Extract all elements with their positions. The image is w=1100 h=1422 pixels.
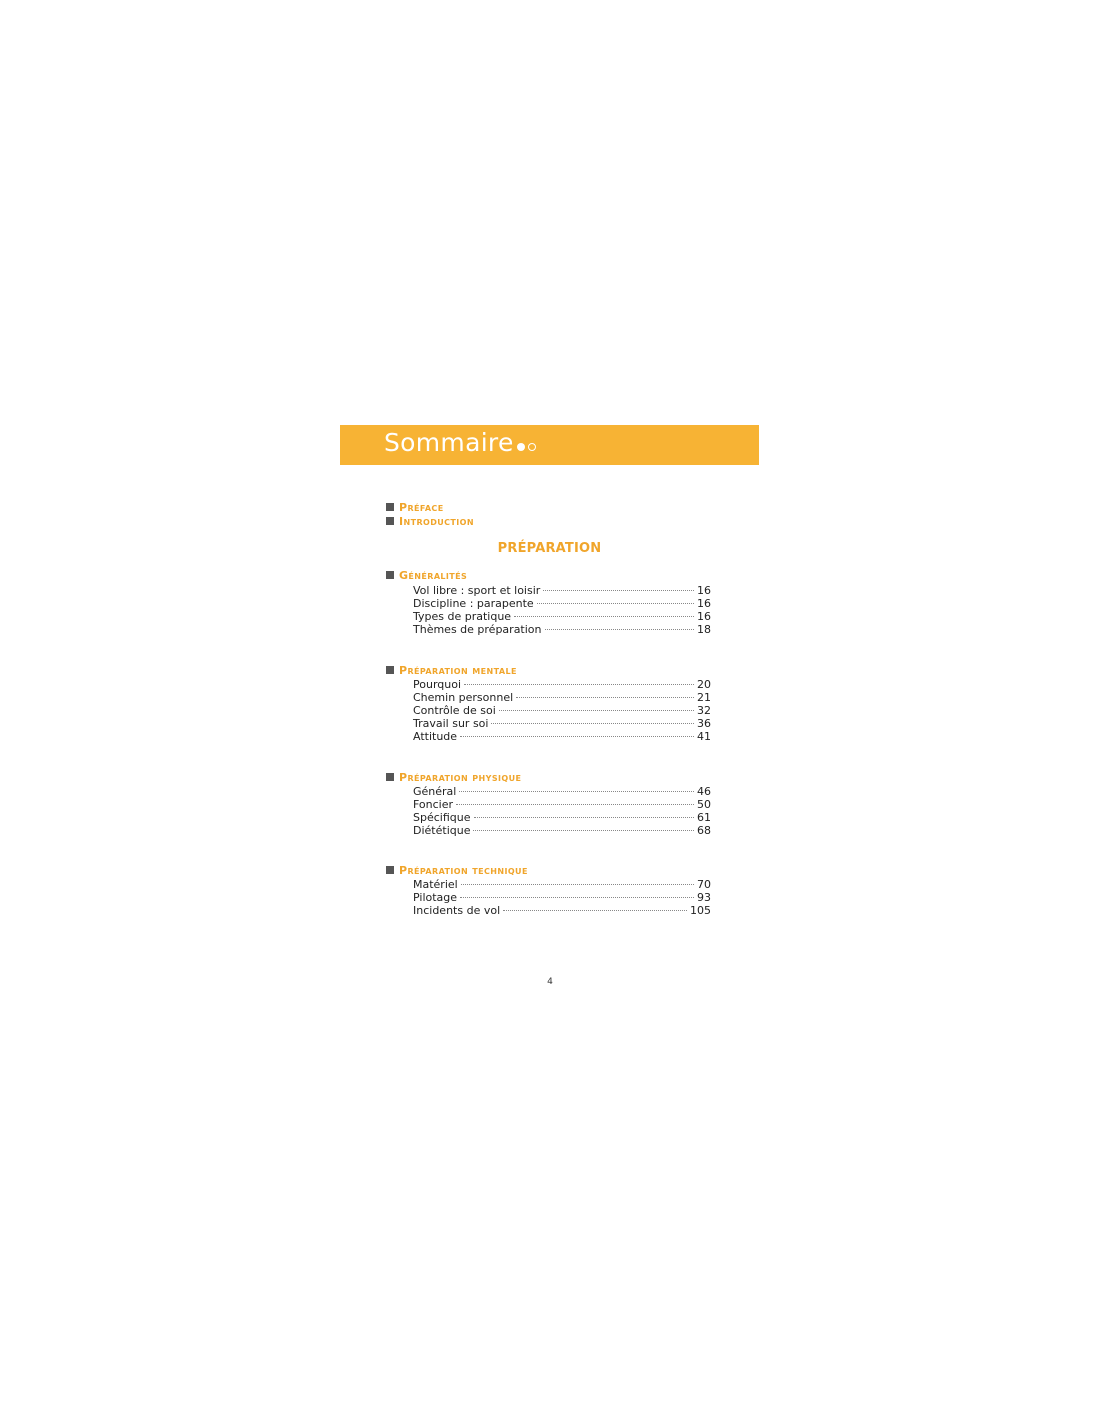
open-dot-icon	[528, 443, 536, 451]
dot-leader	[459, 791, 694, 792]
square-bullet-icon	[386, 666, 394, 674]
toc-entry[interactable]: Diététique 68	[413, 824, 711, 837]
page-ref: 18	[697, 623, 711, 636]
dot-leader	[460, 736, 694, 737]
toc-entry[interactable]: Thèmes de préparation 18	[413, 623, 711, 636]
dot-leader	[503, 910, 687, 911]
dot-leader	[543, 590, 694, 591]
dot-leader	[464, 684, 694, 685]
toc-entry[interactable]: Matériel 70	[413, 878, 711, 891]
toc-section-heading[interactable]: Préparation mentale	[386, 664, 517, 678]
toc-entry[interactable]: Foncier 50	[413, 798, 711, 811]
toc-heading-introduction[interactable]: Introduction	[386, 515, 474, 529]
page-ref: 70	[697, 878, 711, 891]
page-ref: 61	[697, 811, 711, 824]
page-ref: 105	[690, 904, 711, 917]
toc-entry[interactable]: Spécifique 61	[413, 811, 711, 824]
title-banner	[340, 425, 759, 465]
page-ref: 41	[697, 730, 711, 743]
toc-section-heading[interactable]: Préparation physique	[386, 771, 521, 785]
dot-leader	[460, 897, 694, 898]
page-title: Sommaire	[384, 428, 514, 457]
dot-leader	[499, 710, 694, 711]
square-bullet-icon	[386, 773, 394, 781]
page-ref: 50	[697, 798, 711, 811]
toc-entry[interactable]: Chemin personnel 21	[413, 691, 711, 704]
square-bullet-icon	[386, 517, 394, 525]
toc-entry[interactable]: Pilotage 93	[413, 891, 711, 904]
dot-leader	[473, 830, 694, 831]
page-number: 4	[547, 977, 553, 987]
dot-leader	[545, 629, 694, 630]
page-ref: 46	[697, 785, 711, 798]
toc-entry[interactable]: Vol libre : sport et loisir 16	[413, 584, 711, 597]
toc-entry[interactable]: Types de pratique 16	[413, 610, 711, 623]
dot-leader	[516, 697, 694, 698]
dot-leader	[474, 817, 695, 818]
square-bullet-icon	[386, 503, 394, 511]
dot-leader	[491, 723, 694, 724]
square-bullet-icon	[386, 571, 394, 579]
page-ref: 93	[697, 891, 711, 904]
dot-leader	[514, 616, 694, 617]
page-ref: 21	[697, 691, 711, 704]
toc-section-heading[interactable]: Préparation technique	[386, 864, 528, 878]
page-ref: 20	[697, 678, 711, 691]
toc-section-heading[interactable]: Généralités	[386, 569, 467, 583]
page-ref: 16	[697, 597, 711, 610]
part-title: PRÉPARATION	[497, 541, 602, 556]
toc-entry[interactable]: Attitude 41	[413, 730, 711, 743]
page-ref: 16	[697, 584, 711, 597]
dot-leader	[537, 603, 694, 604]
toc-entry[interactable]: Contrôle de soi 32	[413, 704, 711, 717]
page-ref: 32	[697, 704, 711, 717]
page-ref: 68	[697, 824, 711, 837]
toc-entry[interactable]: Général 46	[413, 785, 711, 798]
page-ref: 16	[697, 610, 711, 623]
square-bullet-icon	[386, 866, 394, 874]
toc-entry[interactable]: Incidents de vol 105	[413, 904, 711, 917]
dot-leader	[456, 804, 694, 805]
toc-entry[interactable]: Pourquoi 20	[413, 678, 711, 691]
filled-dot-icon	[517, 443, 525, 451]
toc-heading-preface[interactable]: Préface	[386, 501, 444, 515]
toc-entry[interactable]: Discipline : parapente 16	[413, 597, 711, 610]
dot-leader	[461, 884, 694, 885]
toc-entry[interactable]: Travail sur soi 36	[413, 717, 711, 730]
page-ref: 36	[697, 717, 711, 730]
